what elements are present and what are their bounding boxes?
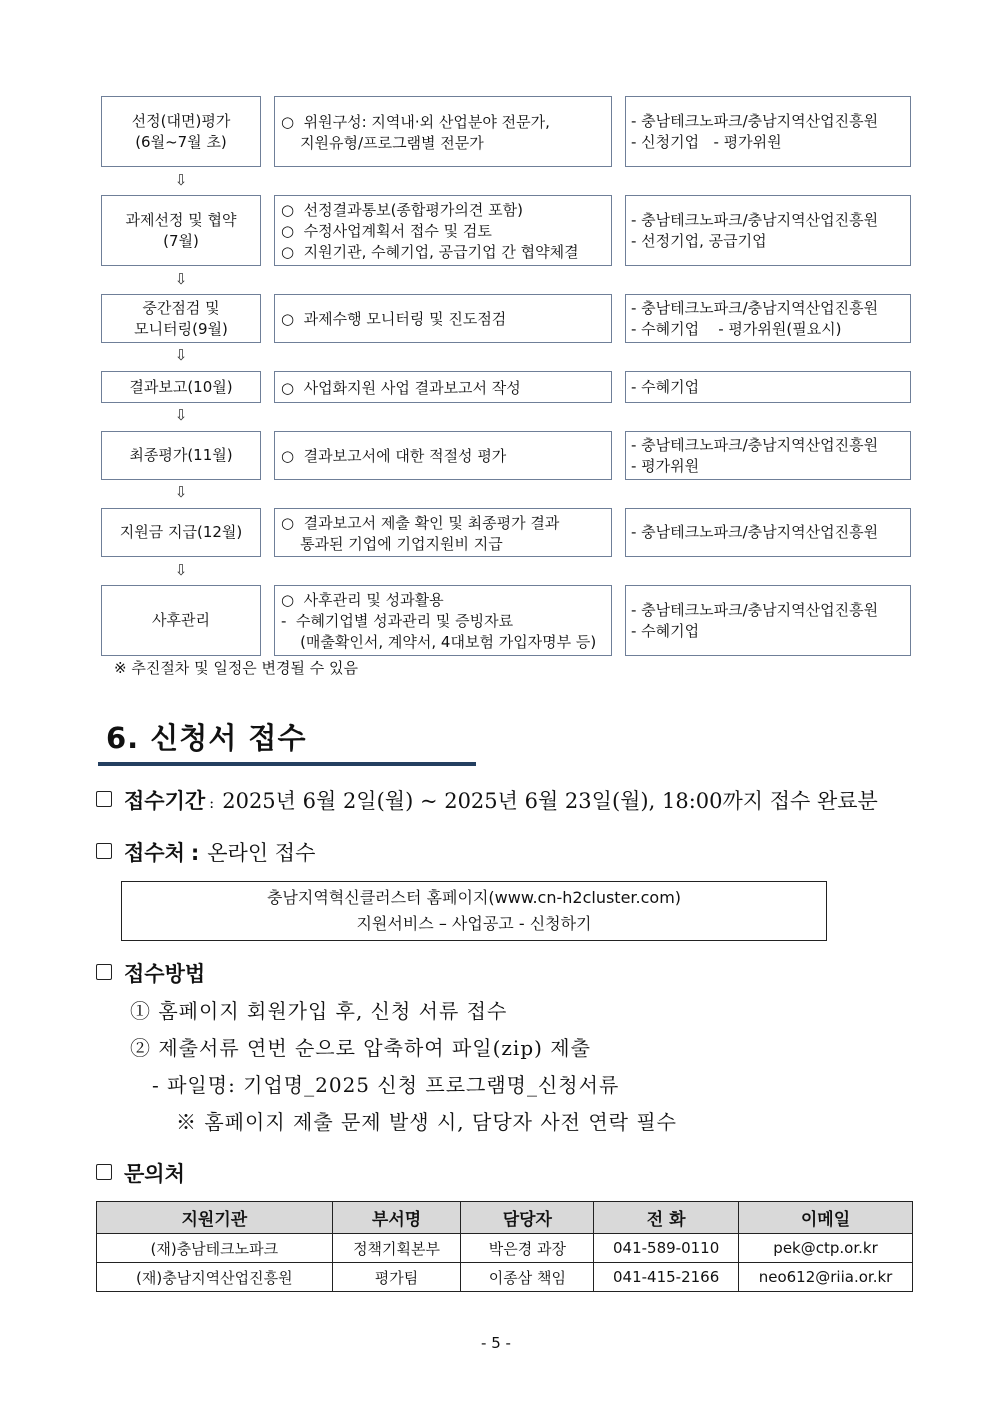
reception-method (96, 958, 205, 988)
column-header: 전 화 (594, 1202, 739, 1234)
stage-line: (7월) (163, 231, 199, 250)
method-warning: ※ 홈페이지 제출 문제 발생 시, 담당자 사전 연락 필수 (176, 1110, 677, 1134)
participants-line: - 수혜기업 - 평가위원(필요시) (631, 319, 842, 338)
method-step-1: ① 홈페이지 회원가입 후, 신청 서류 접수 (130, 999, 508, 1023)
website-box (121, 881, 827, 941)
table-row (97, 1263, 913, 1292)
participants-line: - 충남테크노파크/충남지역산업진흥원 (631, 600, 879, 619)
task-line: ○ 과제수행 모니터링 및 진도점검 (281, 310, 507, 328)
stage-line: 중간점검 및 (142, 298, 220, 317)
task-line: 통과된 기업에 기업지원비 지급 (281, 534, 503, 553)
task-box (274, 431, 612, 480)
participants-line: - 수혜기업 (631, 377, 700, 396)
table-cell: 평가팀 (332, 1263, 461, 1292)
checkbox-square-icon (96, 791, 112, 807)
down-arrow-icon: ⇩ (174, 561, 188, 579)
reception-period-value: 2025년 6월 2일(월) ~ 2025년 6월 23일(월), 18:00까지 접수 완료분 (222, 789, 878, 813)
task-box (274, 508, 612, 557)
reception-period-label: 접수기간 (124, 789, 206, 813)
schedule-note: ※ 추진절차 및 일정은 변경될 수 있음 (114, 659, 359, 677)
contact-label: 문의처 (124, 1162, 185, 1186)
website-line-1: 충남지역혁신클러스터 홈페이지(www.cn-h2cluster.com) (266, 888, 682, 907)
task-line: - 수혜기업별 성과관리 및 증빙자료 (281, 612, 514, 630)
reception-place-label: 접수처 (124, 841, 185, 865)
participants-line: - 선정기업, 공급기업 (631, 231, 767, 250)
participants-box (625, 585, 911, 656)
stage-box (101, 371, 261, 403)
task-box (274, 96, 612, 167)
section-underline (98, 762, 476, 766)
email-cell: neo612@riia.or.kr (739, 1263, 913, 1292)
participants-box (625, 96, 911, 167)
reception-place-value: 온라인 접수 (207, 841, 316, 865)
stage-line: 결과보고(10월) (129, 377, 233, 396)
task-line: ○ 사후관리 및 성과활용 (281, 591, 444, 609)
stage-box (101, 294, 261, 343)
contact-table (96, 1201, 913, 1292)
column-header: 이메일 (739, 1202, 913, 1234)
stage-box (101, 585, 261, 656)
task-box (274, 585, 612, 656)
stage-line: (6월~7월 초) (135, 132, 227, 151)
task-line: 지원유형/프로그램별 전문가 (281, 133, 484, 152)
stage-box (101, 195, 261, 266)
stage-box (101, 508, 261, 557)
reception-period: 접수기간 : 2025년 6월 2일(월) ~ 2025년 6월 23일(월), 18:00까지 접수 완료분 (96, 785, 878, 815)
website-line-2: 지원서비스 – 사업공고 - 신청하기 (356, 914, 592, 933)
participants-box (625, 508, 911, 557)
task-line: ○ 사업화지원 사업 결과보고서 작성 (281, 378, 521, 397)
reception-place: 접수처 : 온라인 접수 (96, 837, 315, 867)
table-cell: 041-589-0110 (594, 1234, 739, 1263)
participants-line: - 충남테크노파크/충남지역산업진흥원 (631, 111, 879, 130)
table-cell: (재)충남테크노파크 (97, 1234, 333, 1263)
participants-box (625, 195, 911, 266)
email-cell: pek@ctp.or.kr (739, 1234, 913, 1263)
task-box (274, 294, 612, 343)
stage-line: 사후관리 (152, 611, 210, 629)
participants-box (625, 371, 911, 403)
participants-box (625, 294, 911, 343)
table-cell: 정책기획본부 (332, 1234, 461, 1263)
table-cell: 박은경 과장 (461, 1234, 594, 1263)
task-box (274, 371, 612, 403)
column-header: 담당자 (461, 1202, 594, 1234)
task-line: ○ 결과보고서에 대한 적절성 평가 (281, 447, 507, 465)
task-line: (매출확인서, 계약서, 4대보험 가입자명부 등) (281, 633, 597, 651)
stage-line: 과제선정 및 협약 (125, 210, 237, 229)
participants-line: - 충남테크노파크/충남지역산업진흥원 (631, 298, 879, 317)
participants-line: - 수혜기업 (631, 621, 700, 640)
down-arrow-icon: ⇩ (174, 270, 188, 288)
table-row (97, 1234, 913, 1263)
column-header: 지원기관 (97, 1202, 333, 1234)
method-step-2: ② 제출서류 연번 순으로 압축하여 파일(zip) 제출 (130, 1036, 591, 1060)
task-line: ○ 선정결과통보(종합평가의견 포함) (281, 201, 523, 219)
stage-line: 최종평가(11월) (129, 446, 233, 464)
down-arrow-icon: ⇩ (174, 346, 188, 364)
checkbox-square-icon (96, 1164, 112, 1180)
task-line: ○ 위원구성: 지역내·외 산업분야 전문가, (281, 112, 550, 131)
table-cell: 이종삼 책임 (461, 1263, 594, 1292)
down-arrow-icon: ⇩ (174, 171, 188, 189)
participants-line: - 충남테크노파크/충남지역산업진흥원 (631, 435, 879, 454)
down-arrow-icon: ⇩ (174, 483, 188, 501)
table-header-row (97, 1202, 913, 1234)
stage-line: 모니터링(9월) (134, 319, 228, 338)
page-number: - 5 - (481, 1334, 511, 1352)
stage-line: 선정(대면)평가 (131, 111, 231, 130)
checkbox-square-icon (96, 843, 112, 859)
stage-line: 지원금 지급(12월) (119, 523, 243, 541)
checkbox-square-icon (96, 964, 112, 980)
participants-line: - 신청기업 - 평가위원 (631, 132, 782, 151)
table-cell: (재)충남지역산업진흥원 (97, 1263, 333, 1292)
column-header: 부서명 (332, 1202, 461, 1234)
stage-box (101, 431, 261, 480)
contact-heading (96, 1158, 185, 1188)
participants-box (625, 431, 911, 480)
participants-line: - 충남테크노파크/충남지역산업진흥원 (631, 523, 879, 541)
task-box (274, 195, 612, 266)
participants-line: - 충남테크노파크/충남지역산업진흥원 (631, 210, 879, 229)
reception-method-label: 접수방법 (124, 962, 206, 986)
participants-line: - 평가위원 (631, 456, 700, 475)
task-line: ○ 결과보고서 제출 확인 및 최종평가 결과 (281, 513, 560, 532)
stage-box (101, 96, 261, 167)
task-line: ○ 수정사업계획서 접수 및 검토 (281, 222, 492, 240)
table-cell: 041-415-2166 (594, 1263, 739, 1292)
down-arrow-icon: ⇩ (174, 406, 188, 424)
section-title: 6. 신청서 접수 (106, 721, 307, 755)
method-filename: - 파일명: 기업명_2025 신청 프로그램명_신청서류 (152, 1073, 620, 1097)
task-line: ○ 지원기관, 수혜기업, 공급기업 간 협약체결 (281, 243, 579, 261)
